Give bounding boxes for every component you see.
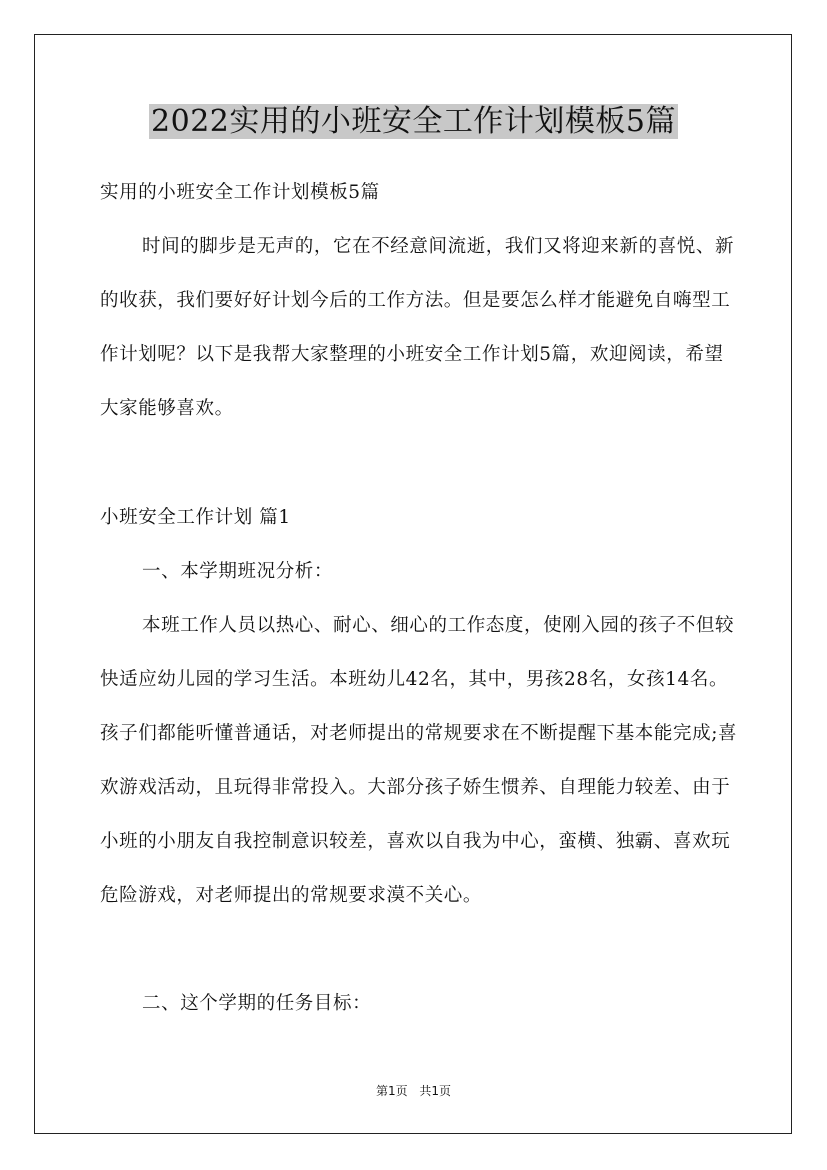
section-1-heading: 一、本学期班况分析： (142, 561, 334, 582)
page-total: 共1页 (419, 1084, 452, 1098)
page-number: 第1页 (375, 1084, 408, 1098)
intro-paragraph: 时间的脚步是无声的，它在不经意间流逝，我们又将迎来新的喜悦、新的收获，我们要好好计划今后的工作方法。但是要怎么样才能避免自嗨型工作计划呢？以下是我帮大家整理的小班安全工作计划5篇，欢迎阅读，希望大家能够喜欢。 (100, 236, 735, 419)
document-title-block (0, 100, 827, 144)
section-1-body: 本班工作人员以热心、耐心、细心的工作态度，使刚入园的孩子不但较快适应幼儿园的学习生活。本班幼儿42名，其中，男孩28名，女孩14名。孩子们都能听懂普通话，对老师提出的常规要求在不断提醒下基本能完成;喜欢游戏活动，且玩得非常投入。大部分孩子娇生惯养、自理能力较差、由于小班的小朋友自我控制意识较差，喜欢以自我为中心，蛮横、独霸、喜欢玩危险游戏，对老师提出的常规要求漠不关心。 (100, 615, 738, 906)
document-subtitle: 实用的小班安全工作计划模板5篇 (100, 182, 380, 203)
section-heading: 小班安全工作计划 篇1 (100, 507, 291, 528)
document-title: 2022实用的小班安全工作计划模板5篇 (151, 104, 676, 139)
section-2-heading: 二、这个学期的任务目标： (142, 993, 372, 1014)
page-footer (0, 1082, 827, 1099)
